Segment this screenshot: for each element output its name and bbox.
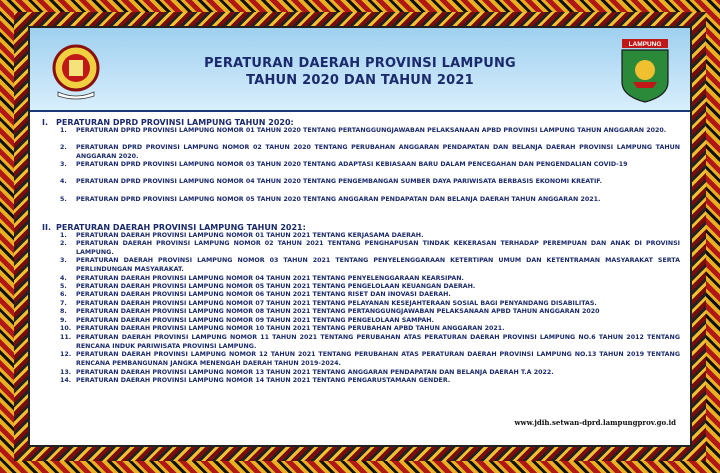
item-text: PERATURAN DAERAH PROVINSI LAMPUNG NOMOR 02 TAHUN 2021 TENTANG PENGHAPUSAN TINDAK KEKERASAN TERHADAP PEREMPUAN DAN ANAK DI PROVINSI LAMPUNG. — [76, 240, 680, 256]
list-item — [60, 240, 680, 257]
item-number: 7. — [60, 300, 67, 307]
item-text: PERATURAN DAERAH PROVINSI LAMPUNG NOMOR 05 TAHUN 2021 TENTANG PENGELOLAAN KEUANGAN DAERAH. — [76, 283, 476, 290]
list-item — [60, 196, 680, 205]
website-url: www.jdih.setwan-dprd.lampungprov.go.id — [514, 418, 676, 427]
list-item — [60, 178, 680, 187]
document-panel — [28, 26, 692, 447]
item-text: PERATURAN DAERAH PROVINSI LAMPUNG NOMOR 13 TAHUN 2021 TENTANG ANGGARAN PENDAPATAN DAN BELANJA DAERAH T.A 2022. — [76, 369, 554, 376]
item-number: 2. — [60, 144, 67, 151]
list-item — [60, 161, 680, 170]
section-roman: II. — [42, 223, 51, 232]
list-item — [60, 325, 680, 334]
item-text: PERATURAN DAERAH PROVINSI LAMPUNG NOMOR 10 TAHUN 2021 TENTANG PERUBAHAN APBD TAHUN ANGGARAN 2021. — [76, 325, 505, 332]
item-number: 8. — [60, 308, 67, 315]
regulation-list — [30, 112, 690, 445]
section-heading-2021 — [42, 223, 306, 232]
item-text: PERATURAN DAERAH PROVINSI LAMPUNG NOMOR 04 TAHUN 2021 TENTANG PENYELENGGARAAN KEARSIPAN. — [76, 275, 464, 282]
item-text: PERATURAN DAERAH PROVINSI LAMPUNG NOMOR 09 TAHUN 2021 TENTANG PENGELOLAAN SAMPAH. — [76, 317, 434, 324]
item-number: 4. — [60, 275, 67, 282]
item-text: PERATURAN DAERAH PROVINSI LAMPUNG NOMOR 03 TAHUN 2021 TENTANG PENYELENGGARAAN KETERTIPAN UMUM DAN KETENTRAMAN MASYARAKAT SERTA PERLINDUNGAN MASYARAKAT. — [76, 257, 680, 273]
item-number: 4. — [60, 178, 67, 185]
item-text: PERATURAN DAERAH PROVINSI LAMPUNG NOMOR 12 TAHUN 2021 TENTANG PERUBAHAN ATAS PERATURAN DAERAH PROVINSI LAMPUNG NO.13 TAHUN 2019 TENTANG RENCANA PEMBANGUNAN JANGKA MENENGAH DAERAH TAHUN 2019-2024. — [76, 351, 680, 367]
list-item — [60, 351, 680, 368]
lampung-province-emblem-icon — [618, 38, 672, 104]
item-number: 13. — [60, 369, 72, 376]
page-title-line1: PERATURAN DAERAH PROVINSI LAMPUNG — [204, 56, 516, 71]
item-number: 6. — [60, 291, 67, 298]
item-number: 3. — [60, 257, 67, 264]
item-text: PERATURAN DPRD PROVINSI LAMPUNG NOMOR 03 TAHUN 2020 TENTANG ADAPTASI KEBIASAAN BARU DALAM PENCEGAHAN DAN PENGENDALIAN COVID-19 — [76, 161, 628, 168]
item-text: PERATURAN DPRD PROVINSI LAMPUNG NOMOR 02 TAHUN 2020 TENTANG PERUBAHAN ANGGARAN PENDAPATAN DAN BELANJA DAERAH PROVINSI LAMPUNG TAHUN ANGGARAN 2020. — [76, 144, 680, 160]
item-number: 1. — [60, 232, 67, 239]
item-text: PERATURAN DAERAH PROVINSI LAMPUNG NOMOR 11 TAHUN 2021 TENTANG PERUBAHAN ATAS PERATURAN DAERAH PROVINSI LAMPUNG NO.6 TAHUN 2012 TENTANG RENCANA INDUK PARIWISATA PROVINSI LAMPUNG. — [76, 334, 680, 350]
dprd-emblem-icon — [50, 40, 102, 100]
item-number: 14. — [60, 377, 72, 384]
list-item — [60, 127, 680, 136]
item-number: 10. — [60, 325, 72, 332]
list-item — [60, 377, 680, 386]
section-roman: I. — [42, 118, 49, 127]
section-title: PERATURAN DAERAH PROVINSI LAMPUNG TAHUN 2021: — [56, 223, 306, 232]
document-header — [30, 28, 690, 112]
item-number: 3. — [60, 161, 67, 168]
item-text: PERATURAN DPRD PROVINSI LAMPUNG NOMOR 04 TAHUN 2020 TENTANG PENGEMBANGAN SUMBER DAYA PARIWISATA BERBASIS EKONOMI KREATIF. — [76, 178, 603, 185]
item-text: PERATURAN DAERAH PROVINSI LAMPUNG NOMOR 06 TAHUN 2021 TENTANG RISET DAN INOVASI DAERAH. — [76, 291, 451, 298]
section-heading-2020 — [42, 118, 294, 127]
list-item — [60, 334, 680, 351]
section-title: PERATURAN DPRD PROVINSI LAMPUNG TAHUN 2020: — [56, 118, 294, 127]
item-number: 12. — [60, 351, 72, 358]
item-text: PERATURAN DAERAH PROVINSI LAMPUNG NOMOR 14 TAHUN 2021 TENTANG PENGARUSTAMAAN GENDER. — [76, 377, 451, 384]
item-text: PERATURAN DPRD PROVINSI LAMPUNG NOMOR 05 TAHUN 2020 TENTANG ANGGARAN PENDAPATAN DAN BELANJA DAERAH TAHUN ANGGARAN 2021. — [76, 196, 601, 203]
item-text: PERATURAN DAERAH PROVINSI LAMPUNG NOMOR 01 TAHUN 2021 TENTANG KERJASAMA DAERAH. — [76, 232, 424, 239]
list-item — [60, 144, 680, 161]
item-number: 1. — [60, 127, 67, 134]
item-number: 11. — [60, 334, 72, 341]
emblem-label: LAMPUNG — [628, 41, 662, 48]
item-text: PERATURAN DAERAH PROVINSI LAMPUNG NOMOR 07 TAHUN 2021 TENTANG PELAYANAN KESEJAHTERAAN SOSIAL BAGI PENYANDANG DISABILITAS. — [76, 300, 597, 307]
item-number: 5. — [60, 196, 67, 203]
item-number: 5. — [60, 283, 67, 290]
item-number: 9. — [60, 317, 67, 324]
list-item — [60, 257, 680, 274]
list-item — [60, 308, 680, 317]
item-text: PERATURAN DPRD PROVINSI LAMPUNG NOMOR 01 TAHUN 2020 TENTANG PERTANGGUNGJAWABAN PELAKSANAAN APBD PROVINSI LAMPUNG TAHUN ANGGARAN 2020. — [76, 127, 667, 134]
list-item — [60, 291, 680, 300]
item-number: 2. — [60, 240, 67, 247]
item-text: PERATURAN DAERAH PROVINSI LAMPUNG NOMOR 08 TAHUN 2021 TENTANG PERTANGGUNGJAWABAN PELAKSANAAN APBD TAHUN ANGGARAN 2020 — [76, 308, 600, 315]
page-title-line2: TAHUN 2020 DAN TAHUN 2021 — [246, 73, 474, 88]
